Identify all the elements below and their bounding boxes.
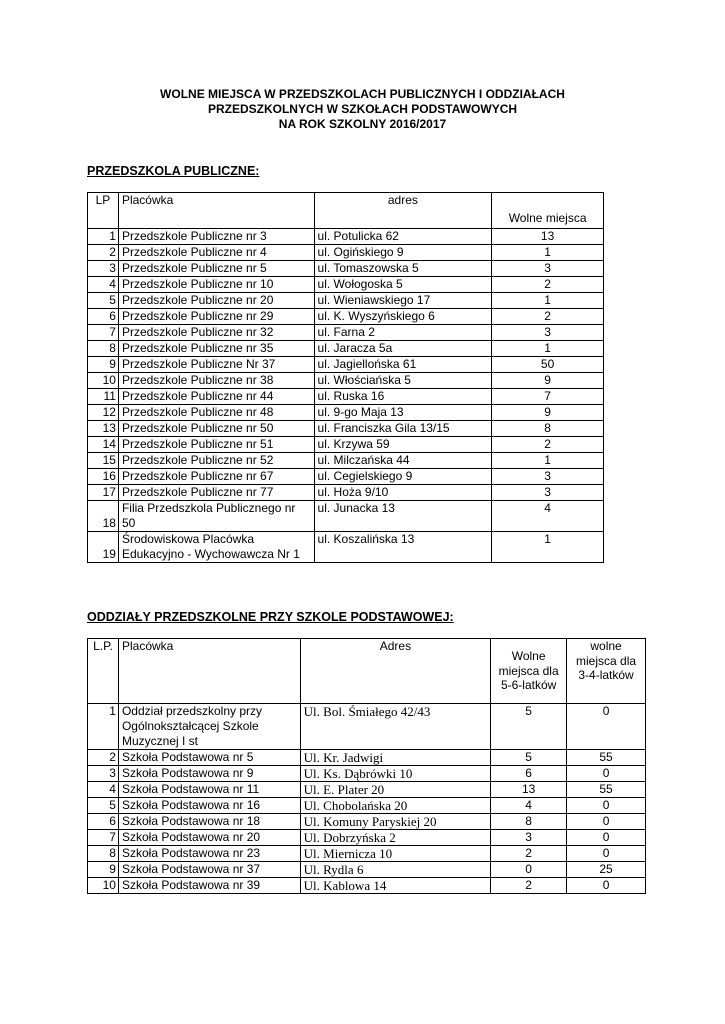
table-row [88,373,604,389]
row-lp: 10 [88,878,119,894]
row-wolne-miejsca: 3 [492,325,604,341]
row-wolne-3-4: 55 [567,782,646,798]
row-lp: 1 [88,229,119,245]
row-placowka: Przedszkole Publiczne nr 10 [118,277,314,293]
row-placowka: Szkoła Podstawowa nr 5 [118,750,300,766]
row-lp: 10 [88,373,119,389]
row-placowka: Szkoła Podstawowa nr 23 [118,846,300,862]
table-row [88,814,646,830]
table-row [88,862,646,878]
row-placowka: Przedszkole Publiczne nr 67 [118,469,314,485]
table-row [88,704,646,750]
row-adres: ul. Włościańska 5 [314,373,492,389]
row-adres: ul. Ruska 16 [314,389,492,405]
row-adres: ul. Junacka 13 [314,501,492,532]
table-row [88,830,646,846]
row-adres: Ul. Bol. Śmiałego 42/43 [300,704,491,750]
row-adres: Ul. Kr. Jadwigi [300,750,491,766]
row-adres: ul. Hoża 9/10 [314,485,492,501]
row-wolne-5-6: 4 [491,798,567,814]
title-line-2: PRZEDSZKOLNYCH W SZKOŁACH PODSTAWOWYCH [207,102,518,116]
row-lp: 11 [88,389,119,405]
row-placowka: Przedszkole Publiczne nr 44 [118,389,314,405]
table-row [88,453,604,469]
table-row [88,229,604,245]
row-adres: Ul. Rydla 6 [300,862,491,878]
row-placowka: Przedszkole Publiczne nr 77 [118,485,314,501]
row-lp: 5 [88,798,119,814]
row-wolne-miejsca: 1 [492,532,604,563]
row-placowka: Przedszkole Publiczne nr 52 [118,453,314,469]
table-row [88,485,604,501]
table-row [88,293,604,309]
table-row [88,309,604,325]
row-wolne-3-4: 55 [567,750,646,766]
header-wolne: Wolne miejsca [492,193,604,229]
row-wolne-miejsca: 2 [492,437,604,453]
row-wolne-miejsca: 3 [492,261,604,277]
table-row [88,782,646,798]
row-wolne-3-4: 25 [567,862,646,878]
row-wolne-miejsca: 9 [492,373,604,389]
row-lp: 12 [88,405,119,421]
row-adres: ul. Tomaszowska 5 [314,261,492,277]
row-lp: 3 [88,261,119,277]
row-wolne-miejsca: 9 [492,405,604,421]
table-row [88,846,646,862]
row-lp: 9 [88,357,119,373]
row-placowka: Przedszkole Publiczne nr 50 [118,421,314,437]
table-row [88,245,604,261]
row-wolne-miejsca: 8 [492,421,604,437]
document-title [0,87,725,132]
header-wolne-3-4: wolne miejsca dla 3-4-latków [567,639,646,704]
row-lp: 17 [88,485,119,501]
row-wolne-5-6: 3 [491,830,567,846]
row-placowka: Przedszkole Publiczne nr 4 [118,245,314,261]
table-row [88,325,604,341]
row-wolne-miejsca: 1 [492,341,604,357]
table-row [88,750,646,766]
header-placowka: Placówka [118,193,314,229]
table-row [88,501,604,532]
row-wolne-3-4: 0 [567,814,646,830]
row-placowka: Przedszkole Publiczne nr 48 [118,405,314,421]
row-wolne-3-4: 0 [567,846,646,862]
table-row [88,469,604,485]
table-row [88,766,646,782]
row-wolne-3-4: 0 [567,798,646,814]
row-wolne-miejsca: 4 [492,501,604,532]
table-row [88,277,604,293]
row-placowka: Przedszkole Publiczne nr 51 [118,437,314,453]
table-row [88,261,604,277]
table-row [88,341,604,357]
table-row [88,437,604,453]
row-lp: 18 [88,501,119,532]
row-adres: ul. Farna 2 [314,325,492,341]
table-row [88,421,604,437]
row-placowka: Przedszkole Publiczne nr 38 [118,373,314,389]
row-adres: Ul. Chobolańska 20 [300,798,491,814]
header-adres: Adres [300,639,491,704]
row-placowka: Szkoła Podstawowa nr 37 [118,862,300,878]
header-placowka: Placówka [118,639,300,704]
row-wolne-3-4: 0 [567,830,646,846]
row-wolne-miejsca: 1 [492,453,604,469]
title-line-3: NA ROK SZKOLNY 2016/2017 [278,117,447,131]
row-adres: Ul. Komuny Paryskiej 20 [300,814,491,830]
row-adres: Ul. Dobrzyńska 2 [300,830,491,846]
row-placowka: Szkoła Podstawowa nr 9 [118,766,300,782]
row-lp: 15 [88,453,119,469]
row-lp: 1 [88,704,119,750]
row-placowka: Przedszkole Publiczne nr 5 [118,261,314,277]
row-adres: ul. Jagiellońska 61 [314,357,492,373]
row-lp: 8 [88,341,119,357]
row-adres: ul. Milczańska 44 [314,453,492,469]
row-adres: ul. Ogińskiego 9 [314,245,492,261]
row-placowka: Szkoła Podstawowa nr 16 [118,798,300,814]
row-wolne-5-6: 5 [491,704,567,750]
row-placowka: Szkoła Podstawowa nr 11 [118,782,300,798]
table-header-row [88,639,646,704]
przedszkola-table [87,192,604,563]
title-line-1: WOLNE MIEJSCA W PRZEDSZKOLACH PUBLICZNYCH I ODDZIAŁACH [160,87,565,101]
row-wolne-miejsca: 7 [492,389,604,405]
row-wolne-5-6: 6 [491,766,567,782]
row-lp: 16 [88,469,119,485]
row-wolne-3-4: 0 [567,766,646,782]
row-adres: ul. 9-go Maja 13 [314,405,492,421]
row-placowka: Przedszkole Publiczne nr 32 [118,325,314,341]
row-wolne-miejsca: 2 [492,277,604,293]
row-lp: 6 [88,309,119,325]
row-wolne-5-6: 2 [491,846,567,862]
table-header-row [88,193,604,229]
row-placowka: Filia Przedszkola Publicznego nr 50 [118,501,314,532]
row-adres: ul. Franciszka Gila 13/15 [314,421,492,437]
row-wolne-miejsca: 3 [492,469,604,485]
row-wolne-5-6: 13 [491,782,567,798]
row-adres: ul. Jaracza 5a [314,341,492,357]
row-lp: 5 [88,293,119,309]
row-lp: 14 [88,437,119,453]
row-placowka: Szkoła Podstawowa nr 18 [118,814,300,830]
header-adres: adres [314,193,492,229]
row-placowka: Przedszkole Publiczne Nr 37 [118,357,314,373]
row-adres: Ul. Ks. Dąbrówki 10 [300,766,491,782]
row-wolne-3-4: 0 [567,704,646,750]
row-lp: 9 [88,862,119,878]
row-lp: 7 [88,830,119,846]
row-wolne-miejsca: 13 [492,229,604,245]
row-wolne-5-6: 5 [491,750,567,766]
row-placowka: Środowiskowa Placówka Edukacyjno - Wychowawcza Nr 1 [118,532,314,563]
row-wolne-miejsca: 2 [492,309,604,325]
row-adres: Ul. Miernicza 10 [300,846,491,862]
section-heading-przedszkola: PRZEDSZKOLA PUBLICZNE: [87,164,260,178]
row-wolne-5-6: 0 [491,862,567,878]
table-row [88,532,604,563]
row-adres: ul. Wieniawskiego 17 [314,293,492,309]
row-placowka: Przedszkole Publiczne nr 35 [118,341,314,357]
row-wolne-3-4: 0 [567,878,646,894]
row-lp: 2 [88,245,119,261]
row-wolne-5-6: 8 [491,814,567,830]
table-row [88,878,646,894]
row-placowka: Szkoła Podstawowa nr 39 [118,878,300,894]
table-row [88,389,604,405]
table-row [88,405,604,421]
table-row [88,798,646,814]
header-wolne-5-6: Wolne miejsca dla 5-6-latków [491,639,567,704]
row-wolne-5-6: 2 [491,878,567,894]
row-adres: ul. K. Wyszyńskiego 6 [314,309,492,325]
row-wolne-miejsca: 1 [492,293,604,309]
row-adres: ul. Wołogoska 5 [314,277,492,293]
row-adres: ul. Koszalińska 13 [314,532,492,563]
row-wolne-miejsca: 1 [492,245,604,261]
row-lp: 13 [88,421,119,437]
row-adres: ul. Krzywa 59 [314,437,492,453]
row-adres: Ul. Kablowa 14 [300,878,491,894]
row-lp: 2 [88,750,119,766]
table-row [88,357,604,373]
section-heading-oddzialy: ODDZIAŁY PRZEDSZKOLNE PRZY SZKOLE PODSTAWOWEJ: [87,610,454,624]
row-placowka: Przedszkole Publiczne nr 20 [118,293,314,309]
oddzialy-table [87,638,646,894]
row-lp: 8 [88,846,119,862]
row-wolne-miejsca: 3 [492,485,604,501]
row-lp: 3 [88,766,119,782]
row-placowka: Przedszkole Publiczne nr 3 [118,229,314,245]
row-placowka: Szkoła Podstawowa nr 20 [118,830,300,846]
row-lp: 19 [88,532,119,563]
row-adres: Ul. E. Plater 20 [300,782,491,798]
row-lp: 6 [88,814,119,830]
row-placowka: Przedszkole Publiczne nr 29 [118,309,314,325]
row-lp: 4 [88,782,119,798]
row-wolne-miejsca: 50 [492,357,604,373]
row-placowka: Oddział przedszkolny przy Ogólnokształcącej Szkole Muzycznej I st [118,704,300,750]
header-lp: LP [88,193,119,229]
row-lp: 7 [88,325,119,341]
row-adres: ul. Cegielskiego 9 [314,469,492,485]
header-lp: L.P. [88,639,119,704]
row-adres: ul. Potulicka 62 [314,229,492,245]
row-lp: 4 [88,277,119,293]
